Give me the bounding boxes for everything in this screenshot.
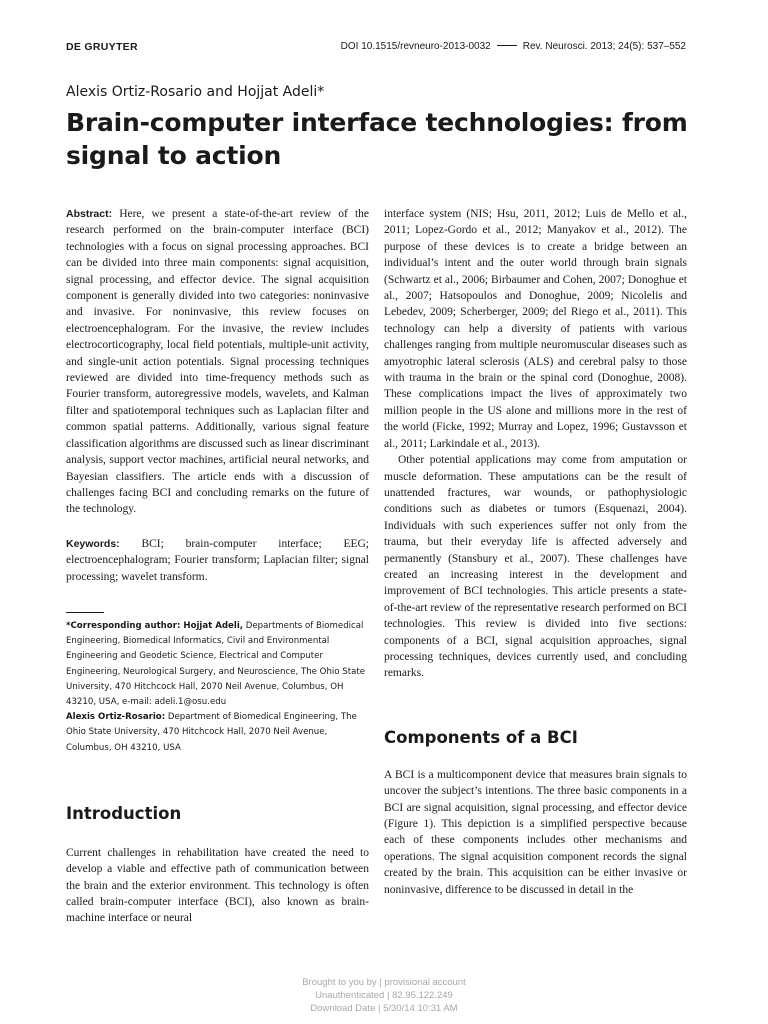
keywords-label: Keywords: xyxy=(66,537,120,550)
right-column xyxy=(384,206,687,898)
corresponding-author-address: Departments of Biomedical Engineering, Biomedical Informatics, Civil and Environmental Engineering and Geodetic Science, Electrical and Computer Engineering, Neurological Surgery, and Neuroscience, The Ohio State University, 470 Hitchcock Hall, 2070 Neil Avenue, Columbus, OH 43210, USA, e-mail: adeli.1@osu.edu xyxy=(66,620,366,707)
components-heading: Components of a BCI xyxy=(384,727,578,747)
article-title: Brain-computer interface technologies: from signal to action xyxy=(66,108,688,170)
abstract-label: Abstract: xyxy=(66,208,113,220)
keywords-text: BCI; brain-computer interface; EEG; electroencephalogram; Fourier transform; Laplacian filter; signal processing; wavelet transform. xyxy=(66,537,370,583)
running-header xyxy=(66,41,686,57)
article-authors: Alexis Ortiz-Rosario and Hojjat Adeli* xyxy=(66,84,325,100)
introduction-heading: Introduction xyxy=(66,803,182,823)
watermark-line-3: Download Date | 5/30/14 10:31 AM xyxy=(310,1003,458,1014)
download-watermark xyxy=(0,976,768,1015)
components-paragraph-1: A BCI is a multicomponent device that measures brain signals to uncover the subject’s intentions. The three basic components in a BCI are signal acquisition, signal processing, and effector device (Figure 1). This depiction is a simplified perspective because each of these components includes other mechanisms and operations. The signal acquisition component records the signal created by the brain. This acquisition can be either invasive or noninvasive, difference to be discussed in detail in the xyxy=(384,768,687,896)
abstract-text: Here, we present a state-of-the-art review of the research performed on the brain-computer interface (BCI) technologies with a focus on signal processing approaches. BCI can be divided into three main components: signal acquisition, signal processing, and effector device. The signal acquisition component is generally divided into two categories: noninvasive and invasive. For noninvasive, this review focuses on electroencephalogram. For the invasive, the review includes electrocorticography, local field potentials, multiple-unit activity, and single-unit action potentials. Signal processing techniques reviewed are divided into time-frequency methods such as Fourier transform, autoregressive models, wavelets, and Kalman filter and spatiotemporal techniques such as Laplacian filter and common spatial patterns. Additionally, various signal feature classification algorithms are discussed such as linear discriminant analysis, support vector machines, artificial neural networks, and Bayesian classifiers. The article ends with a discussion of challenges facing BCI and concluding remarks on the future of the technology. xyxy=(66,208,369,516)
second-author-label: Alexis Ortiz-Rosario: xyxy=(66,712,166,723)
introduction-paragraph-1-continued: interface system (NIS; Hsu, 2011, 2012; Luis de Mello et al., 2011; Lopez-Gordo et al., 2012; Manyakov et al., 2012). The purpose of these devices is to create a bridge between an individual’s intent and the outer world through brain signals (Schwartz et al., 2006; Birbaumer and Cohen, 2007; Donoghue et al., 2007; Hatsopoulos and Donoghue, 2009; Nicolelis and Lebedev, 2009; Scherberger, 2009; del Riego et al., 2011). This technology can help a diversity of patients with various challenges ranging from multiple neuromuscular diseases such as amyotrophic lateral sclerosis (ALS) and cerebral palsy to those with trauma in the brain or the spinal cord (Donoghue, 2008). These complications impact the lives of approximately two million people in the US alone and millions more in the rest of the world (Ficke, 1992; Murray and Lopez, 1996; Gustavsson et al., 2011; Larkindale et al., 2013). xyxy=(384,208,687,450)
journal-citation: Rev. Neurosci. 2013; 24(5): 537–552 xyxy=(522,41,686,52)
introduction-paragraph-2: Other potential applications may come from amputation or muscle deformation. These amputations can be the result of unattended fractures, war wounds, or pathophysiologic conditions such as diabetes or tumors (Esquenazi, 2004). Individuals with such experiences suffer not only from the trauma, but their everyday life is affected adversely and permanently (Stansbury et al., 2007). These challenges have created an increasing interest in the development and improvement of BCI technologies. This article presents a state-of-the-art review of the representative research performed on BCI technologies. This review is divided into five sections: components of a BCI, signal acquisition approaches, signal processing techniques, devices currently used, and concluding remarks. xyxy=(384,454,687,680)
watermark-line-1: Brought to you by | provisional account xyxy=(302,977,466,988)
header-dash xyxy=(497,45,517,46)
second-author-address: Department of Biomedical Engineering, The Ohio State University, 470 Hitchcock Hall, 2070 Neil Avenue, Columbus, OH 43210, USA xyxy=(66,712,357,753)
keywords xyxy=(66,536,369,585)
doi: DOI 10.1515/revneuro-2013-0032 xyxy=(340,41,491,52)
doi-citation-line xyxy=(341,41,686,52)
left-column xyxy=(66,206,369,927)
publisher-name: DE GRUYTER xyxy=(66,41,138,53)
footnote-rule xyxy=(66,612,104,613)
corresponding-author-label: *Corresponding author: Hojjat Adeli, xyxy=(66,620,244,631)
watermark-line-2: Unauthenticated | 82.95.122.249 xyxy=(315,990,453,1001)
introduction-paragraph-1: Current challenges in rehabilitation have created the need to develop a viable and effective path of communication between the brain and the exterior environment. This technology is often called brain-computer interface (BCI), also known as brain-machine interface or neural xyxy=(66,846,369,925)
abstract xyxy=(66,206,369,518)
correspondence-note xyxy=(66,619,369,756)
